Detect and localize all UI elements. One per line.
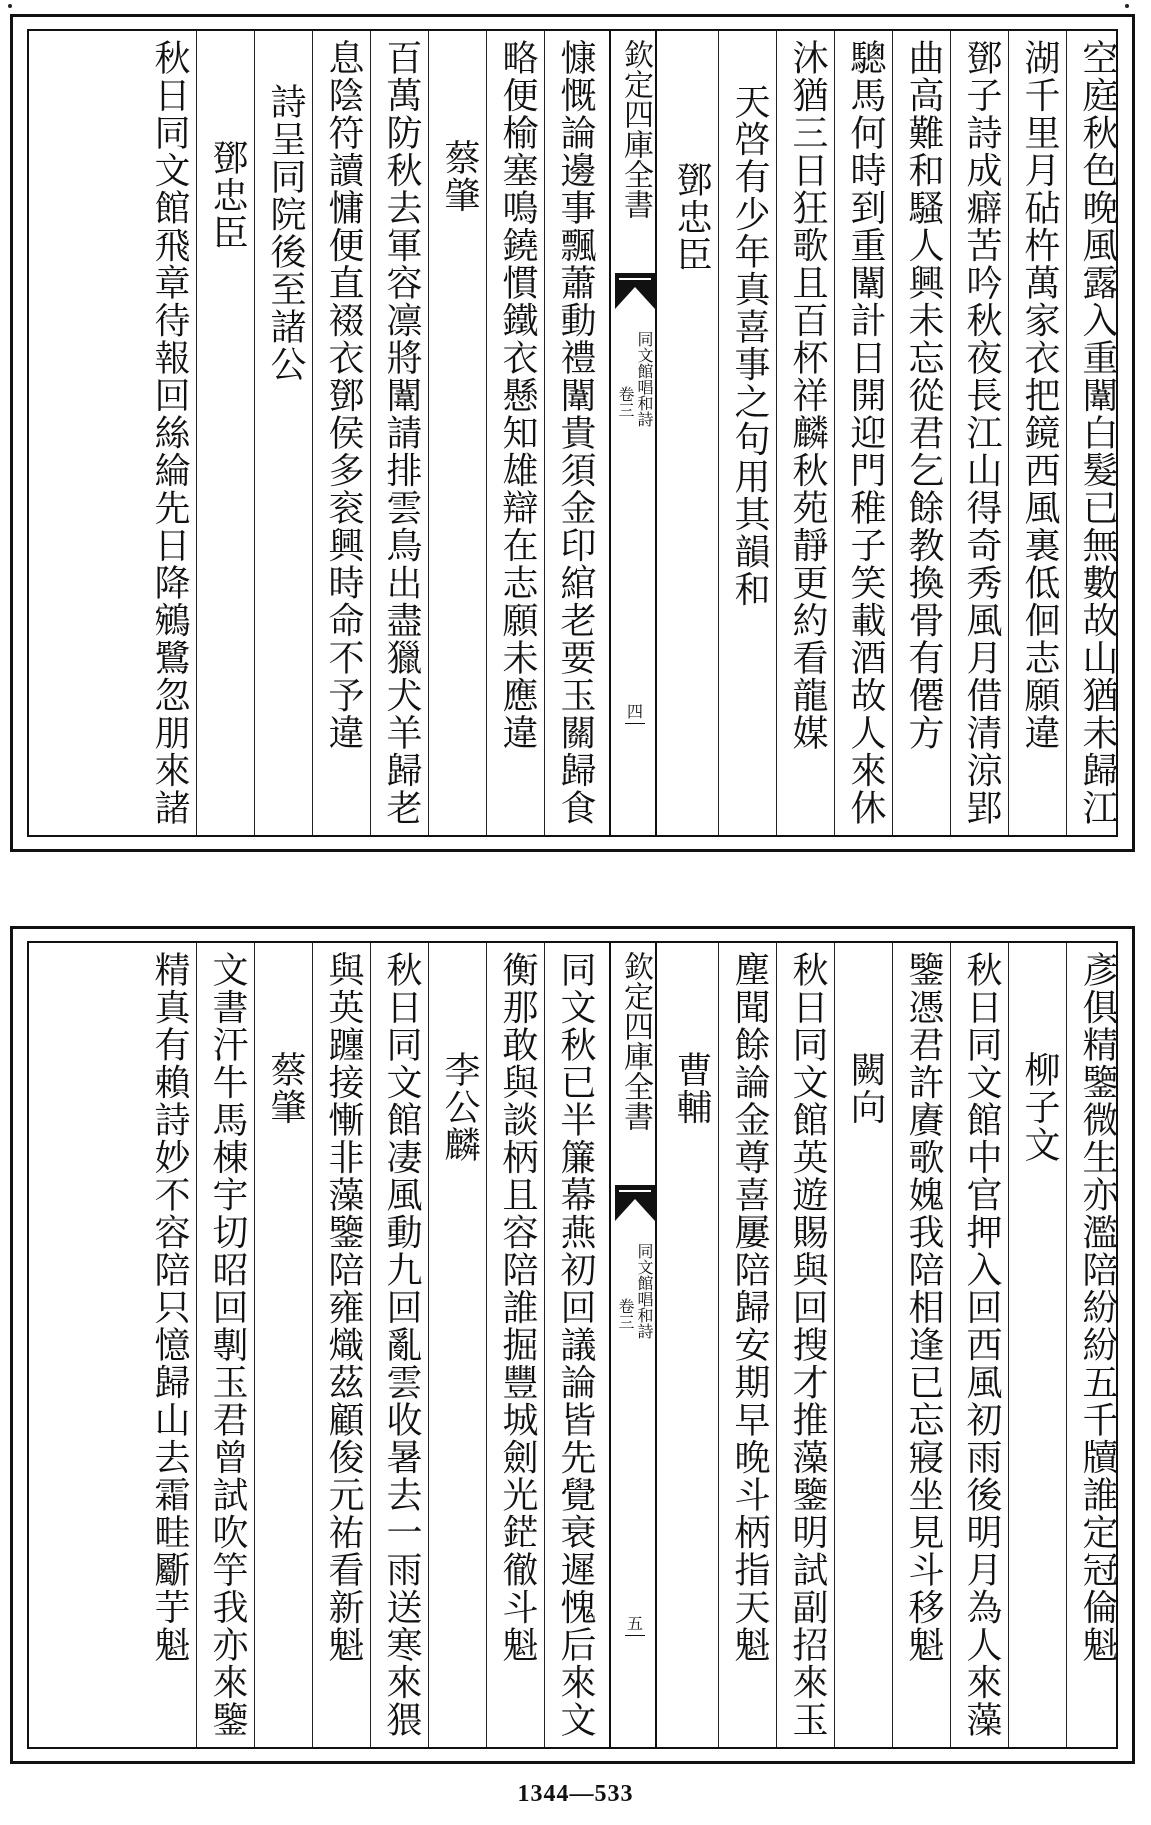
column-rule xyxy=(892,943,893,1747)
text-column: 秋日同文館英遊賜與回搜才推藻鑒明試副招來玉 xyxy=(787,951,828,1739)
page-number: 1344—533 xyxy=(517,1781,634,1807)
text-column: 曲高難和騷人興未忘從君乞餘教換骨有僊方 xyxy=(903,39,944,752)
author-column: 鄧忠臣 xyxy=(207,139,248,252)
column-rule xyxy=(834,31,835,835)
column-rule xyxy=(196,31,197,835)
book-title: 同文館唱和詩 xyxy=(635,331,654,427)
text-column: 彥俱精鑒微生亦濫陪紛紛五千牘誰定冠倫魁 xyxy=(1077,951,1118,1664)
upper-page-block xyxy=(10,14,1135,852)
column-rule xyxy=(254,943,255,1747)
text-column: 息陰符讀慵便直裰衣鄧侯多衮興時命不予違 xyxy=(323,39,364,752)
column-rule xyxy=(1066,943,1067,1747)
column-rule xyxy=(718,31,719,835)
column-rule xyxy=(1008,943,1009,1747)
column-rule xyxy=(1066,31,1067,835)
text-column: 詩呈同院後至諸公 xyxy=(265,83,306,383)
column-rule xyxy=(950,943,951,1747)
column-rule xyxy=(312,943,313,1747)
lower-text-frame xyxy=(27,941,1118,1749)
text-column: 慷慨論邊事飄蕭動禮闈貴須金印綰老要玉關歸食 xyxy=(555,39,596,827)
column-rule xyxy=(370,31,371,835)
column-rule xyxy=(776,31,777,835)
column-rule xyxy=(776,943,777,1747)
text-column: 文書汗牛馬棟宇切昭回剸玉君曾試吹竽我亦來鑒 xyxy=(207,951,248,1739)
author-column: 蔡肇 xyxy=(265,1051,306,1126)
text-column: 湖千里月砧杵萬家衣把鏡西風裏低佪志願違 xyxy=(1019,39,1060,752)
column-rule xyxy=(1008,31,1009,835)
center-fold-strip xyxy=(609,31,657,835)
text-column: 同文秋已半簾幕燕初回議論皆先覺衰遲愧后來文 xyxy=(555,951,596,1739)
fish-tail-mark-icon xyxy=(615,273,655,309)
series-title: 欽定四庫全書 xyxy=(618,951,653,1131)
author-column: 蔡肇 xyxy=(439,139,480,214)
speck-mark xyxy=(8,4,12,8)
fish-tail-mark-icon xyxy=(615,1185,655,1221)
book-title: 同文館唱和詩 xyxy=(635,1243,654,1339)
column-rule xyxy=(834,943,835,1747)
author-column: 曹輔 xyxy=(671,1051,712,1126)
text-column: 空庭秋色晚風露入重闈白髮已無數故山猶未歸江 xyxy=(1077,39,1118,827)
speck-mark xyxy=(1125,4,1129,8)
upper-text-frame xyxy=(27,29,1118,837)
text-column: 沐猶三日狂歌且百杯祥麟秋苑靜更約看龍媒 xyxy=(787,39,828,752)
column-rule xyxy=(428,31,429,835)
column-rule xyxy=(486,943,487,1747)
lower-page-block xyxy=(10,926,1135,1764)
text-column: 鑒憑君許賡歌媿我陪相逢已忘寢坐見斗移魁 xyxy=(903,951,944,1664)
text-column: 秋日同文館飛章待報回絲綸先日降鵷鷺忽朋來諸 xyxy=(149,39,190,827)
column-rule xyxy=(428,943,429,1747)
text-column: 與英躔接慚非藻鑒陪雍熾茲顧俊元祐看新魁 xyxy=(323,951,364,1664)
leaf-number: 五 xyxy=(627,1614,644,1633)
text-column: 略便榆塞鳴鐃慣鐵衣懸知雄辯在志願未應違 xyxy=(497,39,538,752)
volume-label: 卷三 xyxy=(616,386,635,418)
column-rule xyxy=(486,31,487,835)
text-column: 秋日同文館中官押入回西風初雨後明月為人來藻 xyxy=(961,951,1002,1739)
author-column: 闕向 xyxy=(845,1051,886,1126)
author-column: 李公麟 xyxy=(439,1051,480,1164)
text-column: 精真有賴詩妙不容陪只憶歸山去霜畦斸芋魁 xyxy=(149,951,190,1664)
text-column: 百萬防秋去軍容凛將闈請排雲鳥出盡獵犬羊歸老 xyxy=(381,39,422,827)
text-column: 衡那敢與談柄且容陪誰掘豐城劍光鋩徹斗魁 xyxy=(497,951,538,1664)
column-rule xyxy=(312,31,313,835)
author-column: 鄧忠臣 xyxy=(671,161,712,274)
leaf-rule xyxy=(625,1635,645,1636)
author-column: 柳子文 xyxy=(1019,1051,1060,1164)
text-column: 驄馬何時到重闈計日開迎門稚子笑載酒故人來休 xyxy=(845,39,886,827)
column-rule xyxy=(254,31,255,835)
column-rule xyxy=(718,943,719,1747)
column-rule xyxy=(196,943,197,1747)
leaf-rule xyxy=(625,723,645,724)
leaf-number: 四 xyxy=(627,702,644,721)
column-rule xyxy=(544,31,545,835)
text-column: 塵聞餘論金尊喜屢陪歸安期早晚斗柄指天魁 xyxy=(729,951,770,1664)
text-column: 秋日同文館凄風動九回亂雲收暑去一雨送寒來猥 xyxy=(381,951,422,1739)
series-title: 欽定四庫全書 xyxy=(618,39,653,219)
column-rule xyxy=(370,943,371,1747)
text-column: 天啓有少年真喜事之句用其韻和 xyxy=(729,83,770,608)
volume-label: 卷三 xyxy=(616,1298,635,1330)
column-rule xyxy=(544,943,545,1747)
text-column: 鄧子詩成癖苦吟秋夜長江山得奇秀風月借清涼郢 xyxy=(961,39,1002,827)
column-rule xyxy=(892,31,893,835)
center-fold-strip xyxy=(609,943,657,1747)
column-rule xyxy=(950,31,951,835)
